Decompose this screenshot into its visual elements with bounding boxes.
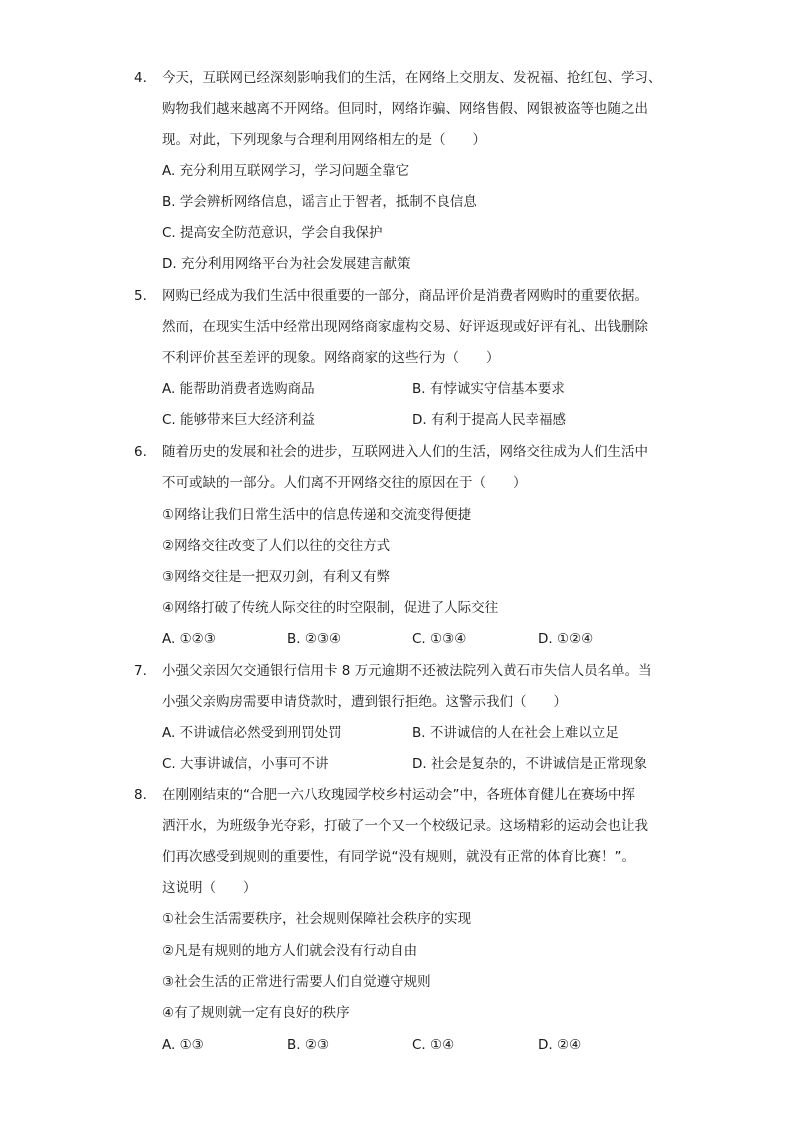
statement-4: ④网络打破了传统人际交往的时空限制，促进了人际交往 [162,600,499,616]
question-stem-line: 然而，在现实生活中经常出现网络商家虚构交易、好评返现或好评有礼、出钱删除 [162,319,648,335]
option-b: B. ②③ [287,1037,330,1053]
option-d: D. 有利于提高人民幸福感 [412,412,566,428]
question-stem-line: 不利评价甚至差评的现象。网络商家的这些行为（ ） [162,350,500,366]
question-number: 8. [134,787,147,803]
question-number: 7. [134,663,147,679]
option-b: B. ②③④ [287,631,342,647]
question-number: 6. [134,444,147,460]
question-stem-line: 洒汗水，为班级争光夺彩，打破了一个又一个校级记录。这场精彩的运动会也让我 [162,818,648,834]
option-a: A. 能帮助消费者选购商品 [162,381,315,397]
question-stem-line: 今天，互联网已经深刻影响我们的生活，在网络上交朋友、发祝福、抢红包、学习、 [162,70,662,86]
option-c: C. ①③④ [412,631,467,647]
option-b: B. 不讲诚信的人在社会上难以立足 [412,725,619,741]
option-b: B. 学会辨析网络信息，谣言止于智者，抵制不良信息 [162,194,477,210]
option-d: D. 社会是复杂的，不讲诚信是正常现象 [412,756,647,772]
statement-2: ②凡是有规则的地方人们就会没有行动自由 [162,943,418,959]
option-b: B. 有悖诚实守信基本要求 [412,381,565,397]
question-number: 5. [134,288,147,304]
question-number: 4. [134,70,147,86]
statement-1: ①网络让我们日常生活中的信息传递和交流变得便捷 [162,507,472,523]
option-a: A. 不讲诚信必然受到刑罚处罚 [162,725,342,741]
question-stem-line: 们再次感受到规则的重要性，有同学说“没有规则，就没有正常的体育比赛！”。 [162,849,635,865]
statement-1: ①社会生活需要秩序，社会规则保障社会秩序的实现 [162,911,472,927]
statement-4: ④有了规则就一定有良好的秩序 [162,1005,350,1021]
option-c: C. ①④ [412,1037,455,1053]
question-stem-line: 小强父亲因欠交通银行信用卡 8 万元逾期不还被法院列入黄石市失信人员名单。当 [162,663,652,679]
question-stem-line: 网购已经成为我们生活中很重要的一部分，商品评价是消费者网购时的重要依据。 [162,288,648,304]
question-stem-line: 这说明（ ） [162,880,257,896]
option-c: C. 大事讲诚信，小事可不讲 [162,756,329,772]
option-d: D. 充分利用网络平台为社会发展建言献策 [162,256,411,272]
question-stem-line: 购物我们越来越离不开网络。但同时，网络诈骗、网络售假、网银被盗等也随之出 [162,101,648,117]
option-a: A. ①③ [162,1037,204,1053]
option-d: D. ①②④ [538,631,594,647]
statement-2: ②网络交往改变了人们以往的交往方式 [162,538,391,554]
question-stem-line: 现。对此，下列现象与合理利用网络相左的是（ ） [162,132,486,148]
option-d: D. ②④ [538,1037,582,1053]
question-stem-line: 在刚刚结束的“合肥一六八玫瑰园学校乡村运动会”中，各班体育健儿在赛场中挥 [162,787,635,803]
option-a: A. ①②③ [162,631,216,647]
option-c: C. 能够带来巨大经济利益 [162,412,316,428]
statement-3: ③社会生活的正常进行需要人们自觉遵守规则 [162,974,431,990]
option-c: C. 提高安全防范意识，学会自我保护 [162,225,383,241]
question-stem-line: 不可或缺的一部分。人们离不开网络交往的原因在于（ ） [162,475,527,491]
question-stem-line: 小强父亲购房需要申请贷款时，遭到银行拒绝。这警示我们（ ） [162,694,567,710]
option-a: A. 充分利用互联网学习，学习问题全靠它 [162,163,410,179]
statement-3: ③网络交往是一把双刃剑，有利又有弊 [162,569,391,585]
question-stem-line: 随着历史的发展和社会的进步，互联网进入人们的生活，网络交往成为人们生活中 [162,444,648,460]
